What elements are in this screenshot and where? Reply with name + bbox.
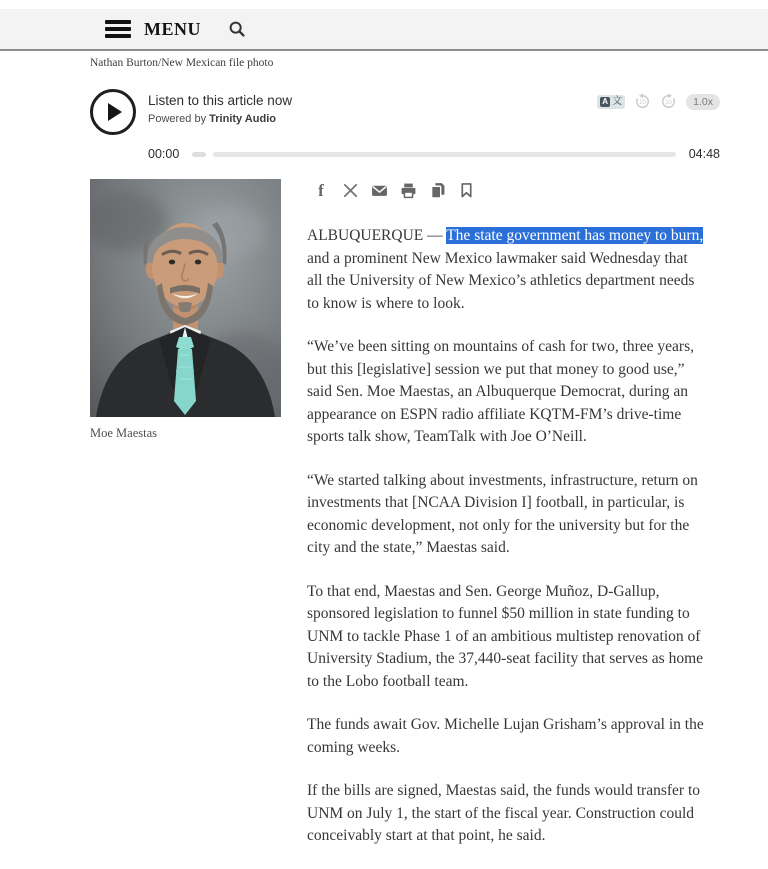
powered-by-prefix: Powered by	[148, 113, 207, 125]
bookmark-icon	[459, 182, 474, 198]
print-icon	[400, 182, 417, 199]
page	[0, 9, 768, 843]
play-button[interactable]	[90, 89, 136, 135]
playback-speed-button[interactable]: 1.0x	[686, 94, 720, 110]
translate-button[interactable]	[597, 95, 625, 109]
translate-char-icon: 文	[612, 95, 623, 107]
duration: 04:48	[688, 147, 720, 161]
audio-progress-row	[148, 147, 720, 161]
audio-controls	[597, 93, 720, 110]
main-content	[90, 179, 768, 869]
search-button[interactable]	[228, 20, 246, 38]
menu-label: MENU	[144, 18, 201, 39]
audio-title: Listen to this article now	[148, 93, 293, 108]
photo-credit: Nathan Burton/New Mexican file photo	[90, 57, 274, 69]
paragraph-4: To that end, Maestas and Sen. George Muñoz, D-Gallup, sponsored legislation to funnel $50 million in state funding to UNM to tackle Phase 1 of an ambitious multistep renovation of University Stadium, the 37,440-seat facility that serves as home to the Lobo football team.	[307, 582, 704, 690]
audio-powered-by	[148, 113, 292, 125]
rewind-10-button[interactable]	[634, 93, 651, 110]
facebook-icon: f	[318, 180, 324, 200]
share-toolbar	[307, 181, 707, 199]
photo-caption: Moe Maestas	[90, 426, 157, 440]
paragraph-3: “We started talking about investments, infrastructure, return on investments that [NCAA Division I] football, in particular, is economic development, not only for the university but for the city and the state,” Maestas said.	[307, 471, 698, 556]
play-icon	[108, 103, 122, 121]
current-time: 00:00	[148, 147, 180, 161]
audio-player-top-row	[90, 89, 720, 135]
article-body	[307, 179, 707, 869]
paragraph-1-prefix: ALBUQUERQUE —	[307, 227, 447, 244]
copy-icon	[429, 182, 446, 199]
portrait-photo	[90, 179, 281, 417]
trinity-audio-brand[interactable]: Trinity Audio	[209, 113, 276, 125]
paragraph-2: “We’ve been sitting on mountains of cash for two, three years, but this [legislative] session we put that money to good use,” said Sen. Moe Maestas, an Albuquerque Democrat, during an appearance on ESPN radio affiliate KQTM-FM’s drive-time sports talk show, TeamTalk with Joe O’Neill.	[307, 338, 694, 445]
paragraph-5: The funds await Gov. Michelle Lujan Grisham’s approval in the coming weeks.	[307, 716, 704, 756]
audio-player-text	[148, 89, 292, 125]
hamburger-icon	[105, 20, 131, 38]
paragraph-1-suffix: and a prominent New Mexico lawmaker said Wednesday that all the University of New Mexico’s athletics department needs to know is where to look.	[307, 249, 695, 312]
audio-player	[90, 89, 720, 161]
copy-link-button[interactable]	[428, 181, 446, 199]
paragraph-6: If the bills are signed, Maestas said, the funds would transfer to UNM on July 1, the start of the fiscal year. Construction could conceivably start at that point, he said.	[307, 782, 701, 844]
bookmark-button[interactable]	[457, 181, 475, 199]
email-share-button[interactable]	[370, 181, 388, 199]
menu-button[interactable]	[105, 19, 201, 40]
forward-10-button[interactable]	[660, 93, 677, 110]
progress-bar[interactable]	[213, 152, 675, 157]
svg-text:10: 10	[665, 100, 672, 107]
paragraph-1	[307, 225, 707, 315]
photo-column	[90, 179, 281, 869]
facebook-share-button[interactable]	[312, 181, 330, 199]
x-icon	[343, 183, 358, 198]
progress-thumb[interactable]	[192, 152, 206, 157]
header	[0, 9, 768, 51]
forward-10-icon	[660, 93, 677, 110]
rewind-10-icon	[634, 93, 651, 110]
search-icon	[228, 20, 246, 38]
email-icon	[371, 182, 388, 199]
selected-text: The state government has money to burn,	[446, 227, 704, 244]
svg-text:10: 10	[639, 100, 646, 107]
translate-icon: A	[600, 97, 610, 107]
print-button[interactable]	[399, 181, 417, 199]
x-share-button[interactable]	[341, 181, 359, 199]
